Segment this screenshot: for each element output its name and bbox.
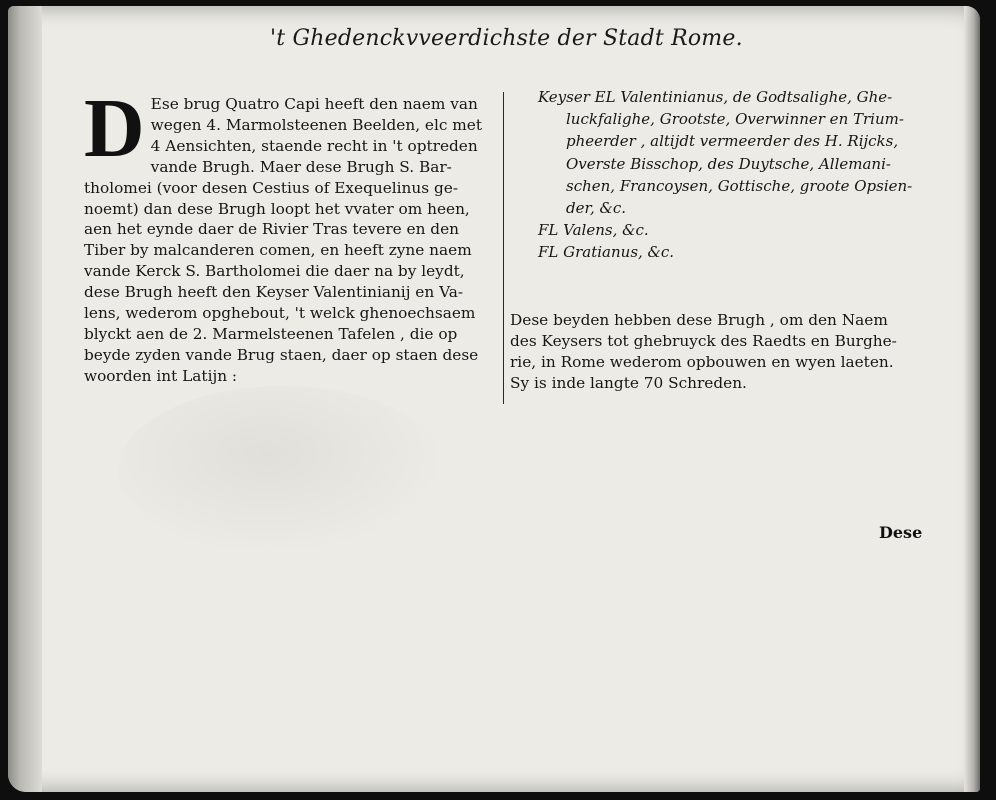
inscription-block — [538, 86, 958, 264]
running-head: 't Ghedenckvveerdichste der Stadt Rome. — [270, 26, 743, 51]
text-line: 4 Aensichten, staende recht in 't optreden — [150, 136, 478, 155]
text-line: lens, wederom opghebout, 't welck ghenoechsaem — [84, 304, 476, 323]
text-line: aen het eynde daer de Rivier Tras tevere en den — [84, 220, 460, 239]
page-fore-edge — [964, 6, 980, 792]
page-gutter-edge — [8, 6, 42, 792]
inscription-line: pheerder , altijdt vermeerder des H. Rijcks, — [566, 132, 899, 151]
inscription-line: Keyser EL Valentinianus, de Godtsalighe, Ghe- — [538, 88, 893, 106]
text-line: beyde zyden vande Brug staen, daer op staen dese — [84, 345, 479, 364]
drop-cap: D — [84, 82, 145, 175]
text-line: dese Brugh heeft den Keyser Valentinianij en Va- — [84, 283, 464, 302]
text-line: vande Kerck S. Bartholomei die daer na by leydt, — [84, 262, 465, 281]
inscription-line: luckfalighe, Grootste, Overwinner en Trium- — [566, 110, 904, 129]
text-line: woorden int Latijn : — [84, 366, 238, 385]
inscription-line: der, &c. — [566, 199, 627, 218]
inscription-line: schen, Francoysen, Gottische, groote Opsien- — [566, 176, 913, 195]
text-line: noemt) dan dese Brugh loopt het vvater om heen, — [84, 199, 470, 218]
text-line: rie, in Rome wederom opbouwen en wyen laeten. — [510, 352, 894, 371]
text-line: tholomei (voor desen Cestius of Exequelinus ge- — [84, 178, 458, 197]
paper-stain — [118, 386, 448, 556]
text-line: Dese beyden hebben dese Brugh , om den Naem — [510, 311, 888, 329]
inscription-line: FL Gratianus, &c. — [538, 243, 675, 262]
text-line: blyckt aen de 2. Marmelsteenen Tafelen , die op — [84, 324, 458, 343]
column-divider — [503, 92, 504, 404]
text-line: Tiber by malcanderen comen, en heeft zyne naem — [84, 241, 472, 260]
left-column — [84, 82, 494, 387]
inscription-line: Overste Bisschop, des Duytsche, Allemani- — [566, 154, 891, 173]
text-line: des Keysers tot ghebruyck des Raedts en Burghe- — [510, 331, 897, 350]
text-line: Ese brug Quatro Capi heeft den naem van — [150, 95, 478, 113]
text-line: wegen 4. Marmolsteenen Beelden, elc met — [150, 115, 482, 134]
catchword: Dese — [879, 523, 923, 542]
inscription-line: FL Valens, &c. — [538, 221, 649, 240]
text-line: Sy is inde langte 70 Schreden. — [510, 373, 747, 392]
right-body-text — [510, 310, 950, 394]
text-line: vande Brugh. Maer dese Brugh S. Bar- — [150, 157, 452, 176]
